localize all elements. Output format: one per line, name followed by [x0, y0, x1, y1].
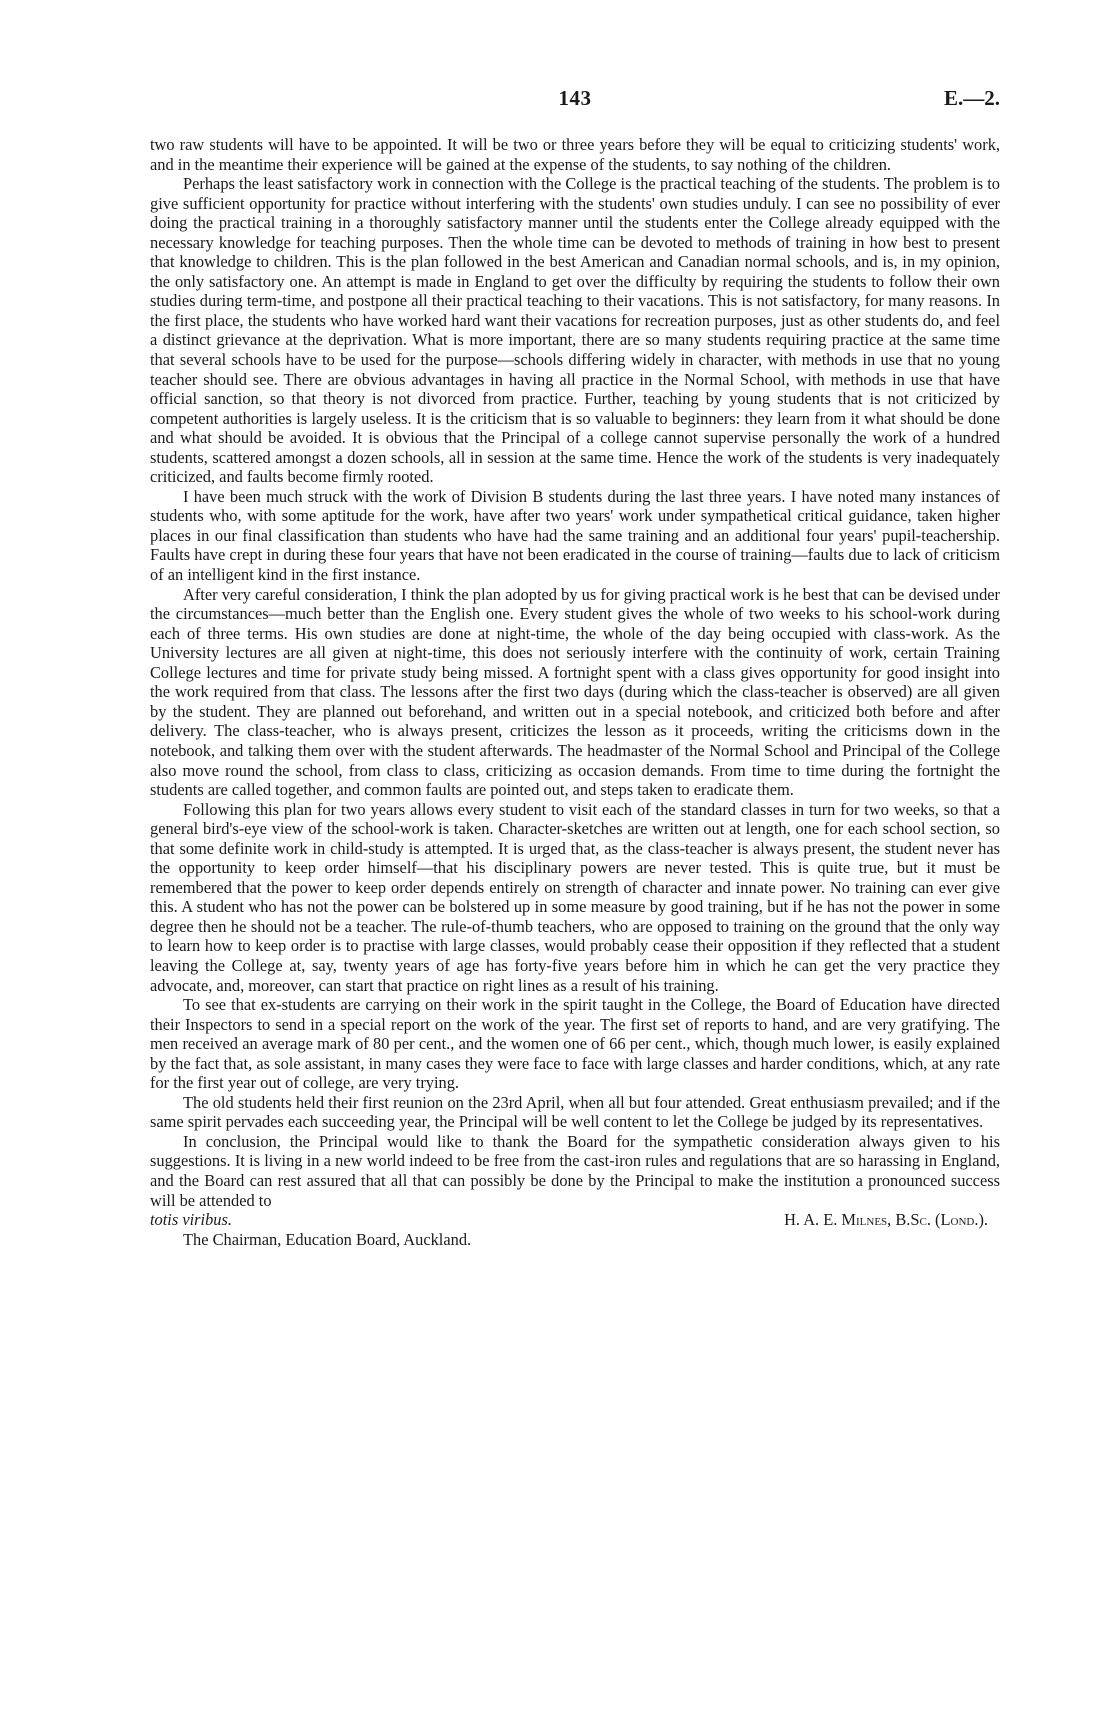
- addressee: The Chairman, Education Board, Auckland.: [183, 1229, 472, 1249]
- paragraph-reunion: The old students held their first reunion on the 23rd April, when all but four attended. Great enthusiasm prevailed; and if the same spirit pervades each succeeding year, the Principal will be well content to let the College be judged by its representatives.: [150, 1092, 1000, 1132]
- signature: H. A. E. Milnes, B.Sc. (Lond.).: [784, 1210, 988, 1230]
- page-number: 143: [558, 86, 592, 110]
- page-header: [150, 86, 1000, 116]
- closing-line: [150, 1210, 1000, 1230]
- report-body: [150, 135, 1000, 1249]
- paragraph-ex-students: To see that ex-students are carrying on their work in the spirit taught in the College, the Board of Education have directed their Inspectors to send in a special report on the work of the year. The first set of reports to hand, and are very gratifying. The men received an average mark of 80 per cent., and the women one of 66 per cent., which, though much lower, is easily explained by the fact that, as sole assistant, in many cases they were face to face with large classes and harder conditions, which, at any rate for the first year out of college, are very trying.: [150, 995, 1000, 1093]
- paragraph-conclusion: In conclusion, the Principal would like to thank the Board for the sympathetic consideration always given to his suggestions. It is living in a new world indeed to be free from the cast-iron rules and regulations that are so harassing in England, and the Board can rest assured that all that can possibly be done by the Principal to make the institution a pronounced success will be attended to: [150, 1131, 1000, 1210]
- paragraph-continuation: two raw students will have to be appointed. It will be two or three years before they will be equal to criticizing students' work, and in the meantime their experience will be gained at the expense of the students, to say nothing of the children.: [150, 135, 1000, 174]
- paragraph-following-plan: Following this plan for two years allows every student to visit each of the standard classes in turn for two weeks, so that a general bird's-eye view of the school-work is taken. Character-sketches are written out at length, one for each school section, so that some definite work in child-study is attempted. It is urged that, as the class-teacher is always present, the student never has the opportunity to keep order himself—that his disciplinary powers are never tested. This is quite true, but it must be remembered that the power to keep order depends entirely on strength of character and innate power. No training can ever give this. A student who has not the power can be bolstered up in some measure by good training, but if he has not the power in some degree then he should not be a teacher. The rule-of-thumb teachers, who are opposed to training on the ground that the only way to learn how to keep order is to practise with large classes, would probably cease their opposition if they reflected that a student leaving the College at, say, twenty years of age has forty-five years before him in which he can get the very practice they advocate, and, moreover, can start that practice on right lines as a result of his training.: [150, 799, 1000, 995]
- paragraph-plan-adopted: After very careful consideration, I think the plan adopted by us for giving practical work is he best that can be devised under the circumstances—much better than the English one. Every student gives the whole of two weeks to his school-work during each of three terms. His own studies are done at night-time, the whole of the day being occupied with class-work. As the University lectures are all given at night-time, this does not seriously interfere with the continuity of work, certain Training College lectures and time for private study being missed. A fortnight spent with a class gives opportunity for good insight into the work required from that class. The lessons after the first two days (during which the class-teacher is observed) are all given by the student. They are planned out beforehand, and written out in a special notebook, and criticized both before and after delivery. The class-teacher, who is always present, criticizes the lesson as it proceeds, writing the criticisms down in the notebook, and talking them over with the student afterwards. The headmaster of the Normal School and Principal of the College also move round the school, from class to class, criticizing as occasion demands. From time to time during the fortnight the students are called together, and common faults are pointed out, and steps taken to eradicate them.: [150, 584, 1000, 800]
- paragraph-division-b: I have been much struck with the work of Division B students during the last three years. I have noted many instances of students who, with some aptitude for the work, have after two years' work under sympathetical critical guidance, taken higher places in our final classification than students who have had the same training and an additional four years' pupil-teachership. Faults have crept in during these four years that have not been eradicated in the course of training—faults due to lack of criticism of an intelligent kind in the first instance.: [150, 486, 1000, 585]
- paragraph-practical-teaching: Perhaps the least satisfactory work in connection with the College is the practical teaching of the students. The problem is to give sufficient opportunity for practice without interfering with the students' own studies unduly. I can see no possibility of ever doing the practical training in a thoroughly satisfactory manner until the students enter the College already equipped with the necessary knowledge for teaching purposes. Then the whole time can be devoted to methods of training in how best to present that knowledge to children. This is the plan followed in the best American and Canadian normal schools, and is, in my opinion, the only satisfactory one. An attempt is made in England to get over the difficulty by requiring the students to follow their own studies during term-time, and postpone all their practical teaching to their vacations. This is not satisfactory, for many reasons. In the first place, the students who have worked hard want their vacations for recreation purposes, just as other students do, and feel a distinct grievance at the deprivation. What is more important, there are so many students requiring practice at the same time that several schools have to be used for the purpose—schools differing widely in character, with methods in use that no young teacher should see. There are obvious advantages in having all practice in the Normal School, with methods in use that have official sanction, so that theory is not divorced from practice. Further, teaching by young students that is not criticized by competent authorities is largely useless. It is the criticism that is so valuable to beginners: they learn from it what should be done and what should be avoided. It is obvious that the Principal of a college cannot supervise personally the work of a hundred students, scattered amongst a dozen schools, all in session at the same time. Hence the work of the students is very inadequately criticized, and faults become firmly rooted.: [150, 174, 1000, 487]
- valediction: totis viribus.: [150, 1210, 232, 1230]
- series-code: E.—2.: [943, 86, 1000, 110]
